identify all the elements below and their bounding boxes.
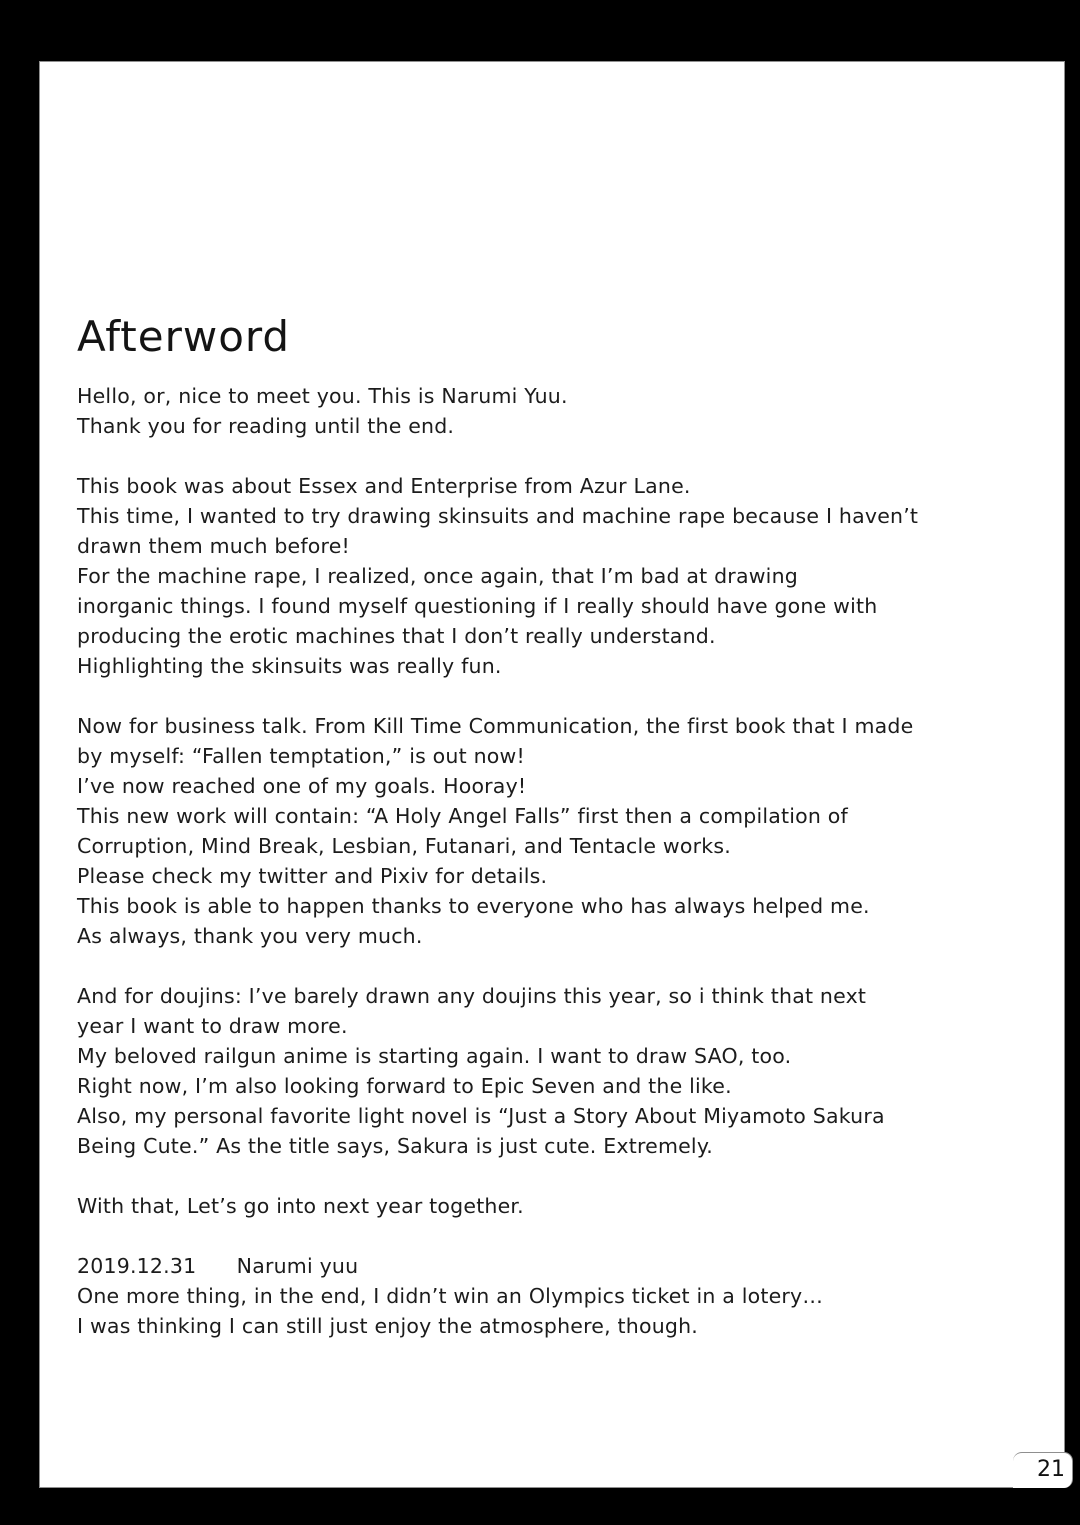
text-line: Thank you for reading until the end.: [77, 414, 455, 438]
paragraph: [77, 981, 1034, 1161]
text-line: This book was about Essex and Enterprise from Azur Lane.: [77, 474, 691, 498]
page-number-tab: [1013, 1452, 1073, 1488]
text-line: by myself: “Fallen temptation,” is out now!: [77, 744, 525, 768]
paragraph: [77, 1251, 1034, 1341]
text-line: I was thinking I can still just enjoy the atmosphere, though.: [77, 1314, 699, 1338]
text-line: And for doujins: I’ve barely drawn any doujins this year, so i think that next: [77, 984, 867, 1008]
text-line: Also, my personal favorite light novel is “Just a Story About Miyamoto Sakura: [77, 1104, 885, 1128]
text-line: year I want to draw more.: [77, 1014, 348, 1038]
text-line: One more thing, in the end, I didn’t win an Olympics ticket in a lotery…: [77, 1284, 824, 1308]
text-line: This time, I wanted to try drawing skinsuits and machine rape because I haven’t: [77, 504, 919, 528]
afterword-body: [77, 381, 1034, 1341]
text-line: producing the erotic machines that I don’t really understand.: [77, 624, 716, 648]
text-line: For the machine rape, I realized, once again, that I’m bad at drawing: [77, 564, 798, 588]
text-line: This new work will contain: “A Holy Angel Falls” first then a compilation of: [77, 804, 848, 828]
text-line: Hello, or, nice to meet you. This is Narumi Yuu.: [77, 384, 568, 408]
text-line: Now for business talk. From Kill Time Communication, the first book that I made: [77, 714, 914, 738]
text-line: Highlighting the skinsuits was really fun.: [77, 654, 502, 678]
text-line: I’ve now reached one of my goals. Hooray!: [77, 774, 527, 798]
text-line: My beloved railgun anime is starting again. I want to draw SAO, too.: [77, 1044, 792, 1068]
page-number: 21: [1037, 1457, 1065, 1482]
text-line: inorganic things. I found myself questioning if I really should have gone with: [77, 594, 878, 618]
text-line: Corruption, Mind Break, Lesbian, Futanari, and Tentacle works.: [77, 834, 731, 858]
text-line: This book is able to happen thanks to everyone who has always helped me.: [77, 894, 870, 918]
paragraph: [77, 381, 1034, 441]
paragraph: [77, 711, 1034, 951]
page-title: Afterword: [77, 312, 291, 361]
text-line: 2019.12.31 Narumi yuu: [77, 1254, 359, 1278]
text-line: Right now, I’m also looking forward to Epic Seven and the like.: [77, 1074, 732, 1098]
text-line: drawn them much before!: [77, 534, 350, 558]
text-line: With that, Let’s go into next year together.: [77, 1194, 524, 1218]
paragraph: [77, 1191, 1034, 1221]
text-line: As always, thank you very much.: [77, 924, 423, 948]
page-content: [40, 62, 1064, 1341]
paragraph: [77, 471, 1034, 681]
afterword-page: [39, 61, 1065, 1488]
text-line: Being Cute.” As the title says, Sakura is just cute. Extremely.: [77, 1134, 713, 1158]
text-line: Please check my twitter and Pixiv for details.: [77, 864, 548, 888]
